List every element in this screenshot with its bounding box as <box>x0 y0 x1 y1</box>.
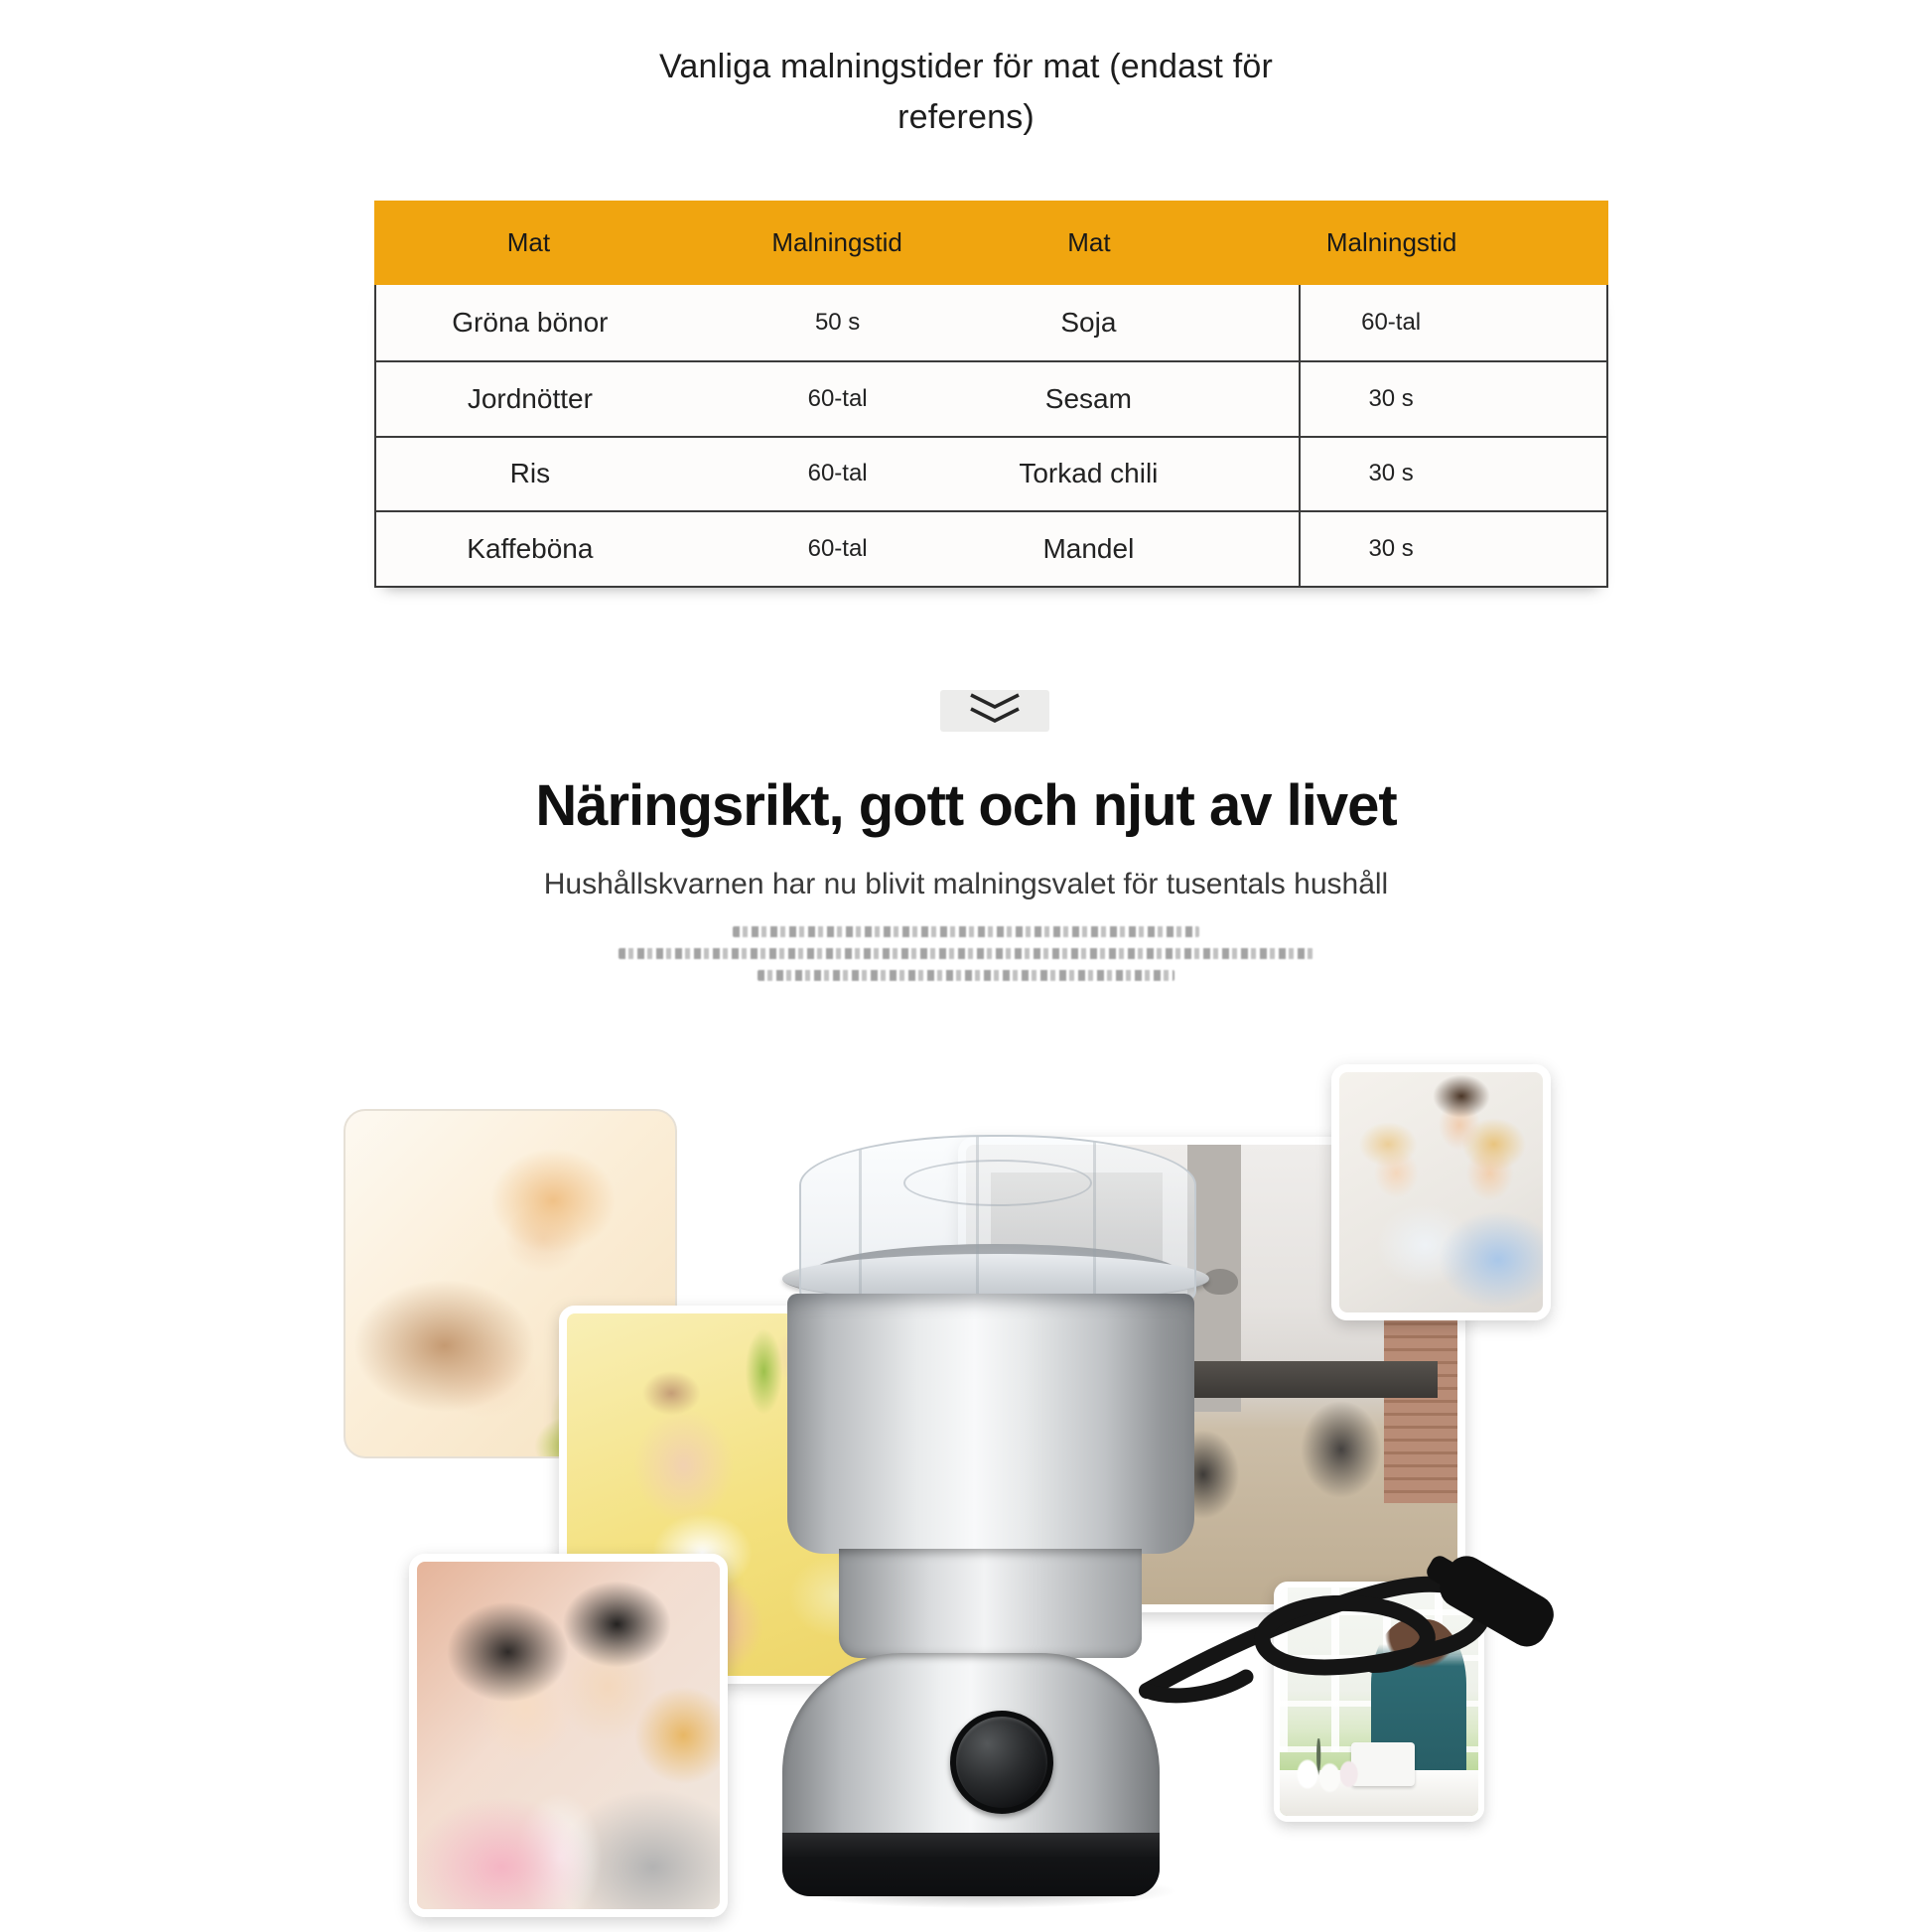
grinding-table-body <box>374 285 1608 588</box>
grinding-times-table <box>374 201 1608 588</box>
header-cell-food-2: Mat <box>1067 227 1111 257</box>
grinder-power-button <box>950 1711 1053 1814</box>
cell-time: 60-tal <box>807 460 868 487</box>
header-cell-food-1: Mat <box>506 227 551 257</box>
scroll-divider <box>940 690 1049 732</box>
fine-print-line <box>619 948 1313 959</box>
grinding-table-header-row <box>374 201 1608 285</box>
table-row <box>376 510 1606 586</box>
photo-couple-cooking <box>409 1554 728 1917</box>
fine-print-line <box>758 970 1174 981</box>
intro-title-line1: Vanliga malningstider för mat (endast för <box>659 48 1273 85</box>
hero-heading: Näringsrikt, gott och njut av livet <box>535 773 1397 838</box>
table-row <box>376 285 1606 360</box>
cell-time: 60-tal <box>1299 285 1606 360</box>
cell-food: Soja <box>1060 306 1117 338</box>
photo-family <box>1331 1064 1551 1320</box>
cell-time: 30 s <box>1299 512 1606 586</box>
cell-time: 60-tal <box>807 535 868 563</box>
intro-title-line2: referens) <box>897 98 1035 136</box>
cell-time: 60-tal <box>807 384 868 412</box>
power-cord-icon <box>1077 1514 1574 1812</box>
table-row <box>376 360 1606 436</box>
intro-title <box>0 42 1932 143</box>
power-plug-icon <box>1417 1540 1561 1654</box>
cell-food: Mandel <box>1042 533 1135 565</box>
cell-food: Sesam <box>1044 382 1132 414</box>
cell-time: 30 s <box>1299 362 1606 436</box>
cell-time: 50 s <box>814 308 861 336</box>
grinder-transparent-lid <box>799 1135 1196 1303</box>
cell-time: 30 s <box>1299 438 1606 511</box>
fine-print-line <box>733 926 1199 937</box>
cell-food: Ris <box>509 458 551 489</box>
header-cell-time-1: Malningstid <box>771 227 902 257</box>
cell-food: Jordnötter <box>467 382 593 414</box>
double-chevron-down-icon <box>963 691 1027 732</box>
cell-food: Torkad chili <box>1019 458 1159 489</box>
header-cell-time-2: Malningstid <box>1325 227 1457 257</box>
hero-subheading: Hushållskvarnen har nu blivit malningsvalet för tusentals hushåll <box>543 868 1389 900</box>
cell-food: Gröna bönor <box>452 306 609 338</box>
cell-food: Kaffeböna <box>467 533 594 565</box>
table-row <box>376 436 1606 511</box>
